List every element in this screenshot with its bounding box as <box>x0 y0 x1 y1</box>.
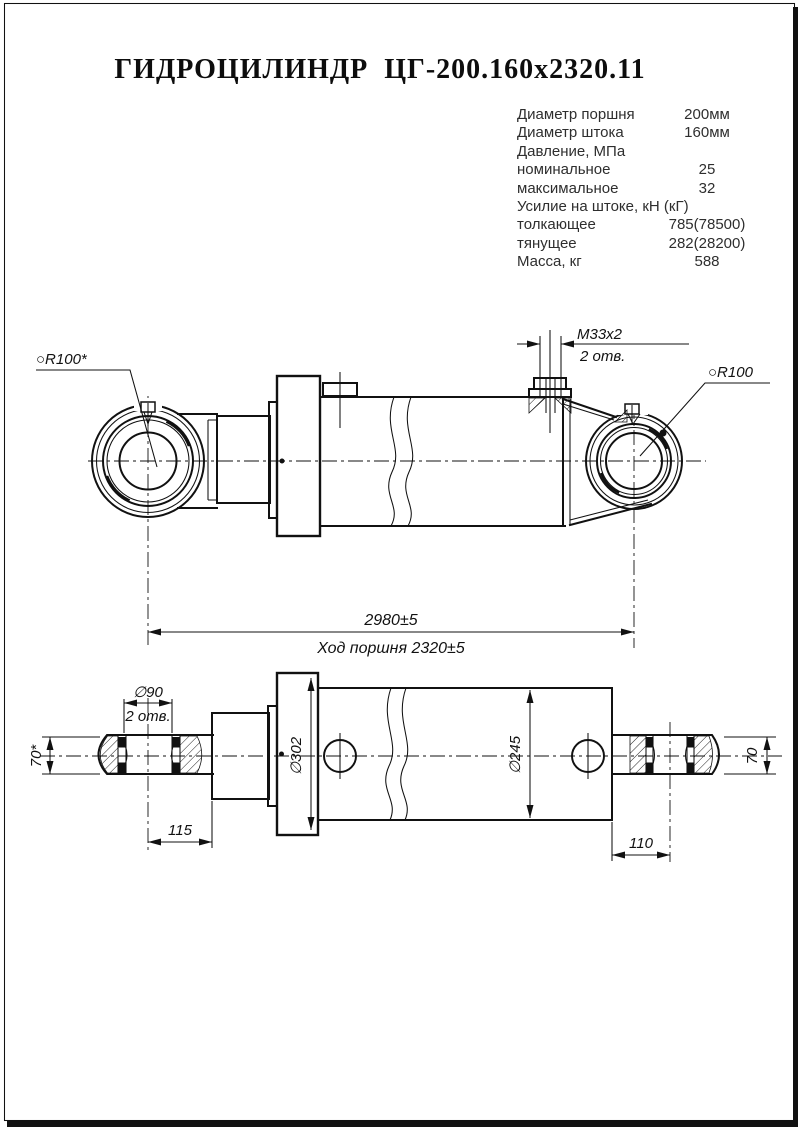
spec-label: Давление, МПа <box>517 142 626 160</box>
frame-shadow-right <box>793 7 798 1127</box>
spec-label: Диаметр штока <box>517 124 624 142</box>
spec-label: толкающее <box>517 216 596 234</box>
eye-bore-holes-label: 2 отв. <box>125 708 171 725</box>
sphere-radius-left-label: ○R100* <box>36 351 87 368</box>
eye-width-right-label: 70 <box>744 747 761 765</box>
total-length-label: 2980±5 <box>364 612 418 629</box>
page-frame <box>5 4 798 1127</box>
break-lines <box>389 397 413 526</box>
ball-arcs <box>121 738 178 772</box>
spec-value: 785(78500) <box>668 216 746 234</box>
cylinder-tube <box>318 688 612 820</box>
dim-110-label: 110 <box>629 835 653 852</box>
stroke-label: Ход поршня 2320±5 <box>317 640 465 657</box>
spec-label: номинальное <box>517 161 611 179</box>
eye-width-left-label: 70* <box>28 744 45 768</box>
leader-sphere-left <box>36 370 157 467</box>
frame-border <box>5 4 795 1121</box>
plan-view <box>28 673 782 862</box>
spec-label: Диаметр поршня <box>517 106 635 123</box>
lug-hatching <box>630 736 713 773</box>
spec-label: максимальное <box>517 179 619 197</box>
spec-value: 200мм <box>684 106 730 123</box>
rod-eye-section <box>99 735 214 774</box>
gland-flange <box>277 376 320 536</box>
spec-value: 588 <box>694 253 720 271</box>
cap-eye-section <box>612 735 719 774</box>
cylinder-tube <box>320 397 565 526</box>
eye-bore-label: ∅90 <box>133 684 163 701</box>
spec-value: 25 <box>698 161 716 179</box>
dim-115-label: 115 <box>168 822 192 839</box>
frame-shadow-bottom <box>7 1120 798 1127</box>
m33-holes-label: 2 отв. <box>580 348 626 365</box>
leader-dot <box>660 430 667 437</box>
notch-cover <box>618 401 648 415</box>
weld-dot <box>279 752 284 757</box>
sphere-radius-right-label: ○R100 <box>708 364 753 381</box>
lug-hatching <box>100 736 202 773</box>
spec-value: 160мм <box>684 124 730 142</box>
drawing-title: ГИДРОЦИЛИНДР ЦГ-200.160х2320.11 <box>114 54 646 85</box>
spec-label: тянущее <box>517 234 577 252</box>
spec-label: Масса, кг <box>517 253 582 271</box>
main-view <box>36 326 770 657</box>
m33-thread-label: М33х2 <box>577 326 623 343</box>
break-lines <box>386 688 408 820</box>
eye-bracket-tang <box>208 420 217 500</box>
seal-bands <box>119 737 180 773</box>
spec-label: Усилие на штоке, кН (кГ) <box>517 197 689 215</box>
spec-value: 282(28200) <box>668 234 746 252</box>
weld-dot <box>280 459 285 464</box>
port-axis-lines <box>340 330 550 433</box>
flange-dia-label: ∅302 <box>288 736 305 776</box>
spec-value: 32 <box>698 179 716 197</box>
tube-dia-label: ∅245 <box>507 735 524 775</box>
piston-rod <box>217 416 270 503</box>
